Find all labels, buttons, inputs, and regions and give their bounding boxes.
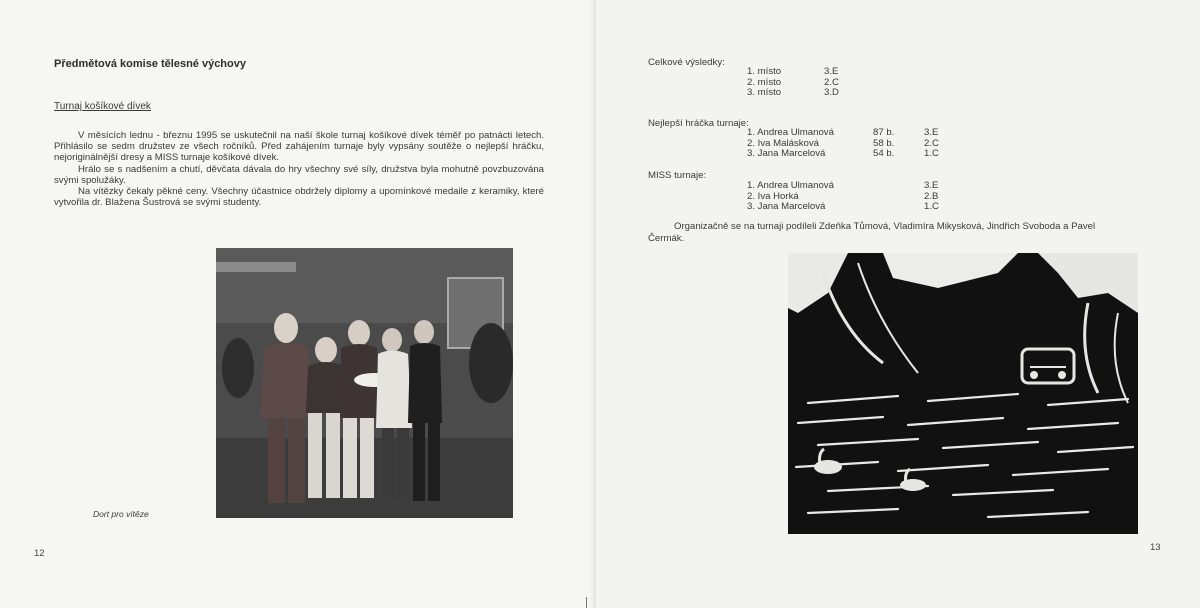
paragraph-3: Na vítězky čekaly pěkné ceny. Všechny účastnice obdržely diplomy a upomínkové medaile z keramiky, které vytvořila dr. Blažena Šustrová se svými studenty. (54, 186, 544, 209)
class: 3.E (924, 180, 939, 191)
points: 54 b. (873, 148, 895, 160)
place: 1. místo (747, 66, 782, 77)
points: 87 b. (873, 127, 895, 138)
player-name: 2. Iva Malásková (747, 137, 819, 149)
points: 58 b. (873, 137, 895, 149)
woodcut-illustration (788, 253, 1138, 534)
class: 2.C (824, 76, 839, 88)
class: 2.C (924, 137, 939, 149)
contestant-name: 2. Iva Horká (747, 190, 799, 202)
photo-caption: Dort pro vítěze (93, 509, 149, 519)
page-number-left: 12 (34, 548, 45, 559)
article-body (54, 130, 544, 208)
contestant-name: 3. Jana Marcelová (747, 201, 826, 213)
paragraph-1: V měsících lednu - březnu 1995 se uskutečnil na naší škole turnaj košíkové dívek téměř po patnácti letech. Přihlásilo se sedm družstev ze všech ročníků. Před zahájením turnaje byly vypsány soutěže o nejlepší hráčku, nejoriginálnější dresy a MISS turnaje košíkové dívek. (54, 130, 544, 164)
gutter-mark (586, 597, 587, 608)
best-player-label: Nejlepší hráčka turnaje: (648, 118, 749, 129)
class: 3.E (924, 127, 939, 138)
class: 1.C (924, 201, 939, 213)
class: 3.D (824, 87, 839, 99)
overall-results-label: Celkové výsledky: (648, 57, 725, 68)
section-heading: Předmětová komise tělesné výchovy (54, 58, 246, 70)
player-name: 1. Andrea Ulmanová (747, 127, 834, 138)
class: 1.C (924, 148, 939, 160)
organizers-note (648, 221, 1143, 244)
contestant-name: 1. Andrea Ulmanová (747, 180, 834, 191)
miss-label: MISS turnaje: (648, 170, 707, 181)
organizers-line-1: Organizačně se na turnaji podíleli Zdeňka Tůmová, Vladimíra Mikysková, Jindřich Svoboda a Pavel (674, 221, 1096, 232)
team-photo (216, 248, 513, 518)
place: 3. místo (747, 87, 782, 99)
class: 2.B (924, 190, 939, 202)
article-subheading: Turnaj košíkové dívek (54, 101, 151, 112)
left-page (0, 0, 596, 608)
place: 2. místo (747, 76, 782, 88)
player-name: 3. Jana Marcelová (747, 148, 826, 160)
class: 3.E (824, 66, 839, 77)
organizers-line-2: Čermák. (648, 232, 685, 244)
paragraph-2: Hrálo se s nadšením a chutí, děvčata dávala do hry všechny své síly, družstva byla mohutně povzbuzována svými spolužáky. (54, 163, 544, 186)
page-number-right: 13 (1150, 542, 1161, 553)
